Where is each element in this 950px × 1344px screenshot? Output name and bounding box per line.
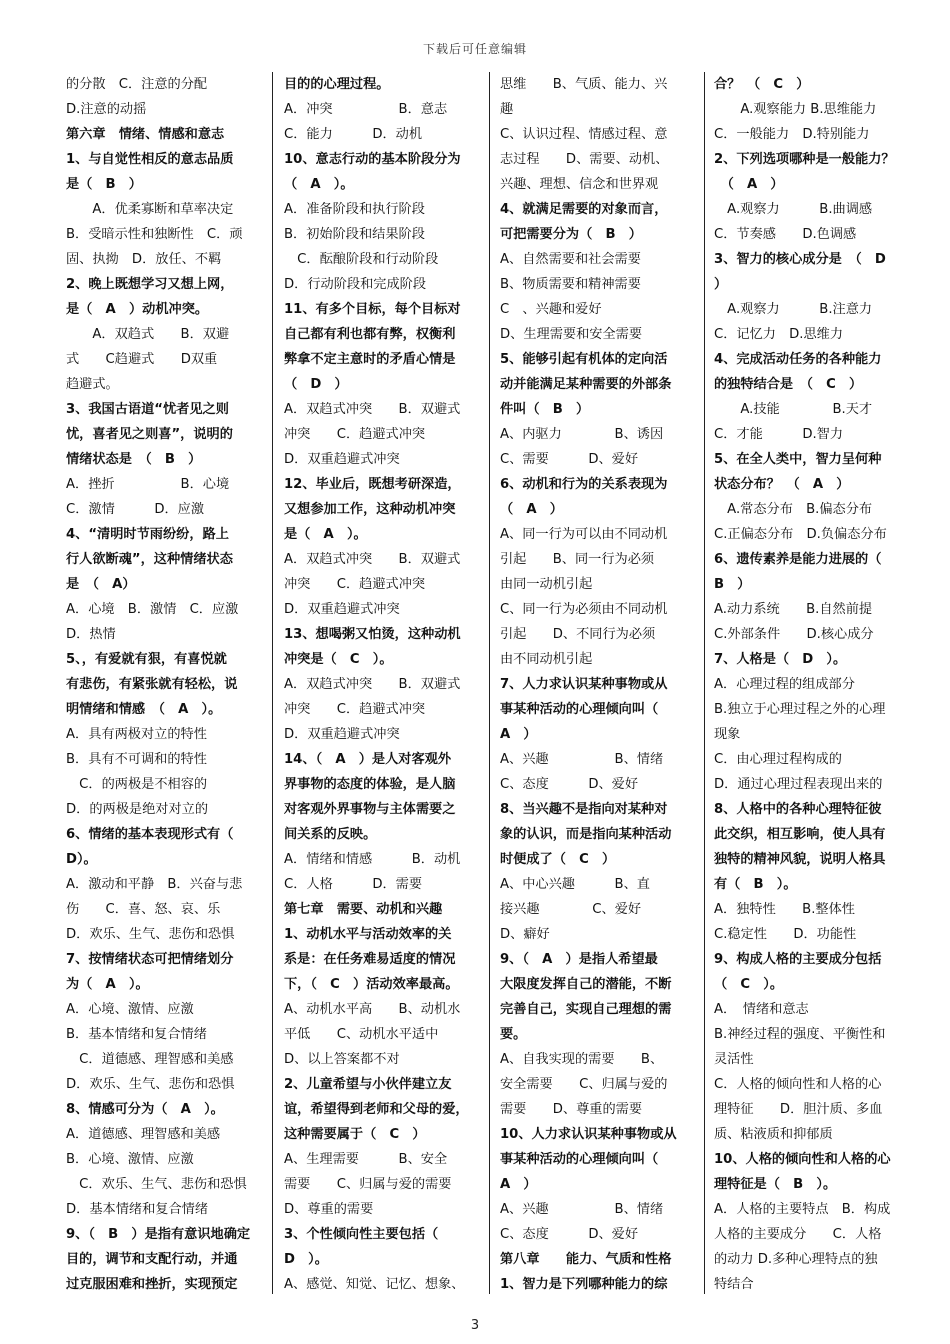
question-text: 完善自己，实现自己理想的需 xyxy=(500,1002,672,1017)
column-2 xyxy=(284,72,478,1294)
option-text: 接兴趣 C、爱好 xyxy=(500,902,642,917)
option-text: C．由心理过程构成的 xyxy=(714,752,842,767)
option-text: 冲突 C．趋避式冲突 xyxy=(284,577,426,592)
option-text: C、需要 D、爱好 xyxy=(500,452,639,467)
option-text: 安全需要 C、归属与爱的 xyxy=(500,1077,668,1092)
option-text: C．人格的倾向性和人格的心 xyxy=(714,1077,882,1092)
option-text: D.注意的动摇 xyxy=(66,102,147,117)
question-text: 第六章 情绪、情感和意志 xyxy=(66,127,225,142)
option-text: D．双重趋避式冲突 xyxy=(284,452,400,467)
question-text: 2、儿童希望与小伙伴建立友 xyxy=(284,1077,452,1092)
option-text: A．双趋式冲突 B．双避式 xyxy=(284,677,461,692)
option-text: D．欢乐、生气、悲伤和恐惧 xyxy=(66,927,235,942)
question-text: 第七章 需要、动机和兴趣 xyxy=(284,902,443,917)
option-text: D．双重趋避式冲突 xyxy=(284,602,400,617)
question-text: 界事物的态度的体验，是人脑 xyxy=(284,777,456,792)
option-text: 理特征 D．胆汁质、多血 xyxy=(714,1102,883,1117)
option-text: 特结合 xyxy=(714,1277,754,1292)
option-text: B.神经过程的强度、平衡性和 xyxy=(714,1027,886,1042)
option-text: 现象 xyxy=(714,727,741,742)
question-text: 独特的精神风貌，说明人格具 xyxy=(714,852,886,867)
question-text: 系是：在任务难易适度的情况 xyxy=(284,952,456,967)
option-text: 灵活性 xyxy=(714,1052,754,1067)
option-text: A、动机水平高 B、动机水 xyxy=(284,1002,461,1017)
question-text: 4、“清明时节雨纷纷，路上 xyxy=(66,527,229,542)
question-text: 对客观外界事物与主体需要之 xyxy=(284,802,456,817)
option-text: A．具有两极对立的特性 xyxy=(66,727,207,742)
option-text: A、生理需要 B、安全 xyxy=(284,1152,448,1167)
option-text: 伤 C．喜、怒、哀、乐 xyxy=(66,902,221,917)
question-text: 事某种活动的心理倾向叫（ xyxy=(500,702,659,717)
option-text: A．人格的主要特点 B．构成 xyxy=(714,1202,891,1217)
question-text: 9、构成人格的主要成分包括 xyxy=(714,952,882,967)
question-text: 有悲伤，有紧张就有轻松，说 xyxy=(66,677,238,692)
option-text: C.正偏态分布 D.负偏态分布 xyxy=(714,527,887,542)
question-text: 这种需要属于（ C ） xyxy=(284,1127,426,1142)
option-text: C 、兴趣和爱好 xyxy=(500,302,602,317)
question-text: 6、情绪的基本表现形式有（ xyxy=(66,827,234,842)
column-divider xyxy=(704,72,705,1294)
column-3 xyxy=(500,72,692,1294)
option-text: D、生理需要和安全需要 xyxy=(500,327,643,342)
option-text: 引起 D、不同行为必须 xyxy=(500,627,656,642)
option-text: A.观察力 B.曲调感 xyxy=(714,202,873,217)
question-text: 目的的心理过程。 xyxy=(284,77,390,92)
option-text: A.动力系统 B.自然前提 xyxy=(714,602,873,617)
option-text: C．激情 D．应激 xyxy=(66,502,205,517)
option-text: C．的两极是不相容的 xyxy=(66,777,208,792)
option-text: A．准备阶段和执行阶段 xyxy=(284,202,425,217)
option-text: C、态度 D、爱好 xyxy=(500,777,639,792)
question-text: 是（ B ） xyxy=(66,177,142,192)
option-text: C．记忆力 D.思维力 xyxy=(714,327,844,342)
option-text: A、自我实现的需要 B、 xyxy=(500,1052,664,1067)
option-text: D、以上答案都不对 xyxy=(284,1052,400,1067)
option-text: D．的两极是绝对对立的 xyxy=(66,802,209,817)
question-text: 弊拿不定主意时的矛盾心情是 xyxy=(284,352,456,367)
option-text: D．热情 xyxy=(66,627,116,642)
question-text: 目的，调节和支配行动，并通 xyxy=(66,1252,238,1267)
question-text: D）。 xyxy=(66,852,97,867)
option-text: A．心理过程的组成部分 xyxy=(714,677,855,692)
question-text: ） xyxy=(714,277,728,292)
page-header: 下载后可任意编辑 xyxy=(422,42,527,56)
question-text: 3、智力的核心成分是 （ D xyxy=(714,252,886,267)
option-text: D、尊重的需要 xyxy=(284,1202,374,1217)
question-text: 3、我国古语道“忧者见之则 xyxy=(66,402,229,417)
question-text: 9、（ B ）是指有意识地确定 xyxy=(66,1227,251,1242)
option-text: C．道德感、理智感和美感 xyxy=(66,1052,234,1067)
question-text: 忧，喜者见之则喜”，说明的 xyxy=(66,427,233,442)
question-text: 状态分布？ （ A ） xyxy=(714,477,850,492)
question-text: 为（ A ）。 xyxy=(66,977,149,992)
option-text: D．基本情绪和复合情绪 xyxy=(66,1202,209,1217)
question-text: 8、情感可分为（ A ）。 xyxy=(66,1102,224,1117)
option-text: C、认识过程、情感过程、意 xyxy=(500,127,668,142)
question-text: 10、意志行动的基本阶段分为 xyxy=(284,152,461,167)
question-text: 2、下列选项哪种是一般能力？ xyxy=(714,152,895,167)
column-divider xyxy=(272,72,273,1294)
question-text: 又想参加工作，这种动机冲突 xyxy=(284,502,456,517)
question-text: 大限度发挥自己的潜能，不断 xyxy=(500,977,672,992)
page-number: 3 xyxy=(470,1318,480,1333)
option-text: A.观察能力 B.思维能力 xyxy=(714,102,877,117)
option-text: C.稳定性 D．功能性 xyxy=(714,927,857,942)
question-text: 是 （ A） xyxy=(66,577,136,592)
question-text: 有（ B ）。 xyxy=(714,877,797,892)
question-text: （ C ）。 xyxy=(714,977,784,992)
question-text: 2、晚上既想学习又想上网， xyxy=(66,277,234,292)
option-text: C.外部条件 D.核心成分 xyxy=(714,627,874,642)
option-text: 冲突 C．趋避式冲突 xyxy=(284,427,426,442)
option-text: A、感觉、知觉、记忆、想象、 xyxy=(284,1277,465,1292)
question-text: A ） xyxy=(500,1177,537,1192)
question-text: 6、动机和行为的关系表现为 xyxy=(500,477,668,492)
option-text: A．道德感、理智感和美感 xyxy=(66,1127,221,1142)
question-text: 5、能够引起有机体的定向活 xyxy=(500,352,668,367)
question-text: 事某种活动的心理倾向叫（ xyxy=(500,1152,659,1167)
option-text: A、同一行为可以由不同动机 xyxy=(500,527,668,542)
question-text: 12、毕业后，既想考研深造， xyxy=(284,477,461,492)
question-text: （ A ）。 xyxy=(284,177,354,192)
option-text: A．双趋式冲突 B．双避式 xyxy=(284,552,461,567)
question-text: 8、人格中的各种心理特征彼 xyxy=(714,802,882,817)
question-text: 要。 xyxy=(500,1027,527,1042)
question-text: 7、人格是（ D ）。 xyxy=(714,652,847,667)
question-text: 过克服困难和挫折，实现预定 xyxy=(66,1277,238,1292)
question-text: 3、个性倾向性主要包括（ xyxy=(284,1227,439,1242)
option-text: B．基本情绪和复合情绪 xyxy=(66,1027,207,1042)
option-text: 趣 xyxy=(500,102,514,117)
question-text: 1、智力是下列哪种能力的综 xyxy=(500,1277,668,1292)
option-text: A．心境 B．激情 C．应激 xyxy=(66,602,239,617)
question-text: 4、就满足需要的对象而言， xyxy=(500,202,668,217)
question-text: 此交织，相互影响，使人具有 xyxy=(714,827,886,842)
option-text: D．行动阶段和完成阶段 xyxy=(284,277,427,292)
option-text: B．初始阶段和结果阶段 xyxy=(284,227,425,242)
option-text: C、同一行为必须由不同动机 xyxy=(500,602,668,617)
option-text: A.观察力 B.注意力 xyxy=(714,302,873,317)
question-text: 7、按情绪状态可把情绪划分 xyxy=(66,952,234,967)
question-text: 9、（ A ）是指人希望最 xyxy=(500,952,658,967)
question-text: （ A ） xyxy=(500,502,563,517)
option-text: 固、执拗 D．放任、不羁 xyxy=(66,252,222,267)
question-text: （ D ） xyxy=(284,377,348,392)
option-text: A.常态分布 B.偏态分布 xyxy=(714,502,873,517)
option-text: C．一般能力 D.特别能力 xyxy=(714,127,870,142)
option-text: A．挫折 B．心境 xyxy=(66,477,230,492)
option-text: A．心境、激情、应激 xyxy=(66,1002,194,1017)
question-text: 理特征是（ B ）。 xyxy=(714,1177,837,1192)
question-text: 5、，有爱就有狠，有喜悦就 xyxy=(66,652,227,667)
question-text: 行人欲断魂”，这种情绪状态 xyxy=(66,552,233,567)
option-text: A．情绪和情感 B．动机 xyxy=(284,852,461,867)
option-text: 思维 B、气质、能力、兴 xyxy=(500,77,668,92)
option-text: A． 情绪和意志 xyxy=(714,1002,809,1017)
option-text: 的分散 C．注意的分配 xyxy=(66,77,208,92)
column-divider xyxy=(489,72,490,1294)
question-text: 情绪状态是 （ B ） xyxy=(66,452,202,467)
option-text: 冲突 C．趋避式冲突 xyxy=(284,702,426,717)
option-text: A．双趋式冲突 B．双避式 xyxy=(284,402,461,417)
column-4 xyxy=(714,72,908,1294)
option-text: A．优柔寡断和草率决定 xyxy=(66,202,234,217)
option-text: A、兴趣 B、情绪 xyxy=(500,1202,664,1217)
question-text: 明情绪和情感 （ A ）。 xyxy=(66,702,222,717)
option-text: 需要 D、尊重的需要 xyxy=(500,1102,643,1117)
question-text: 动并能满足某种需要的外部条 xyxy=(500,377,672,392)
question-text: 时便成了（ C ） xyxy=(500,852,616,867)
question-text: B ） xyxy=(714,577,751,592)
question-text: 7、人力求认识某种事物或从 xyxy=(500,677,668,692)
option-text: B．受暗示性和独断性 C．顽 xyxy=(66,227,243,242)
question-text: 是（ A ）。 xyxy=(284,527,367,542)
question-text: 谊，希望得到老师和父母的爱， xyxy=(284,1102,469,1117)
option-text: A．双趋式 B．双避 xyxy=(66,327,230,342)
option-text: C、态度 D、爱好 xyxy=(500,1227,639,1242)
question-text: D ）。 xyxy=(284,1252,328,1267)
question-text: 5、在全人类中，智力呈何种 xyxy=(714,452,882,467)
question-text: 6、遗传素养是能力进展的（ xyxy=(714,552,882,567)
option-text: D、癖好 xyxy=(500,927,550,942)
question-text: 10、人力求认识某种事物或从 xyxy=(500,1127,677,1142)
option-text: D．欢乐、生气、悲伤和恐惧 xyxy=(66,1077,235,1092)
column-1 xyxy=(66,72,264,1294)
option-text: 趋避式。 xyxy=(66,377,119,392)
question-text: 可把需要分为（ B ） xyxy=(500,227,642,242)
option-text: A．冲突 B．意志 xyxy=(284,102,448,117)
option-text: 需要 C、归属与爱的需要 xyxy=(284,1177,452,1192)
option-text: 人格的主要成分 C．人格 xyxy=(714,1227,882,1242)
question-text: A ） xyxy=(500,727,537,742)
option-text: D．双重趋避式冲突 xyxy=(284,727,400,742)
option-text: B、物质需要和精神需要 xyxy=(500,277,641,292)
question-text: 象的认识，而是指向某种活动 xyxy=(500,827,672,842)
option-text: A.技能 B.天才 xyxy=(714,402,873,417)
question-text: 间关系的反映。 xyxy=(284,827,377,842)
option-text: B．心境、激情、应激 xyxy=(66,1152,194,1167)
option-text: A、中心兴趣 B、直 xyxy=(500,877,650,892)
option-text: B.独立于心理过程之外的心理 xyxy=(714,702,886,717)
question-text: 8、当兴趣不是指向对某种对 xyxy=(500,802,668,817)
question-text: 下，（ C ）活动效率最高。 xyxy=(284,977,459,992)
question-text: 的独特结合是 （ C ） xyxy=(714,377,863,392)
option-text: 志过程 D、需要、动机、 xyxy=(500,152,669,167)
option-text: 引起 B、同一行为必须 xyxy=(500,552,655,567)
question-text: 10、人格的倾向性和人格的心 xyxy=(714,1152,891,1167)
question-text: 11、有多个目标，每个目标对 xyxy=(284,302,461,317)
question-text: 件叫（ B ） xyxy=(500,402,590,417)
option-text: A、兴趣 B、情绪 xyxy=(500,752,664,767)
option-text: A．激动和平静 B．兴奋与悲 xyxy=(66,877,243,892)
option-text: 平低 C、动机水平适中 xyxy=(284,1027,439,1042)
option-text: C．欢乐、生气、悲伤和恐惧 xyxy=(66,1177,247,1192)
option-text: B．具有不可调和的特性 xyxy=(66,752,207,767)
option-text: 兴趣、理想、信念和世界观 xyxy=(500,177,659,192)
option-text: C．才能 D.智力 xyxy=(714,427,844,442)
option-text: 的动力 D.多种心理特点的独 xyxy=(714,1252,878,1267)
option-text: 由不同动机引起 xyxy=(500,652,593,667)
question-text: 1、动机水平与活动效率的关 xyxy=(284,927,452,942)
question-text: （ A ） xyxy=(714,177,784,192)
option-text: 由同一动机引起 xyxy=(500,577,593,592)
option-text: A．独特性 B.整体性 xyxy=(714,902,855,917)
option-text: A、内驱力 B、诱因 xyxy=(500,427,664,442)
question-text: 第八章 能力、气质和性格 xyxy=(500,1252,672,1267)
question-text: 4、完成活动任务的各种能力 xyxy=(714,352,882,367)
option-text: C．酝酿阶段和行动阶段 xyxy=(284,252,439,267)
question-text: 是（ A ）动机冲突。 xyxy=(66,302,209,317)
question-text: 1、与自觉性相反的意志品质 xyxy=(66,152,234,167)
option-text: C．节奏感 D.色调感 xyxy=(714,227,857,242)
option-text: 质、粘液质和抑郁质 xyxy=(714,1127,833,1142)
option-text: A、自然需要和社会需要 xyxy=(500,252,641,267)
question-text: 合？ （ C ） xyxy=(714,77,810,92)
question-text: 自己都有利也都有弊，权衡利 xyxy=(284,327,456,342)
question-text: 14、（ A ）是人对客观外 xyxy=(284,752,452,767)
question-text: 13、想喝粥又怕烫，这种动机 xyxy=(284,627,461,642)
option-text: C．能力 D．动机 xyxy=(284,127,423,142)
option-text: C．人格 D．需要 xyxy=(284,877,423,892)
option-text: 式 C趋避式 D双重 xyxy=(66,352,218,367)
option-text: D．通过心理过程表现出来的 xyxy=(714,777,883,792)
question-text: 冲突是（ C ）。 xyxy=(284,652,393,667)
